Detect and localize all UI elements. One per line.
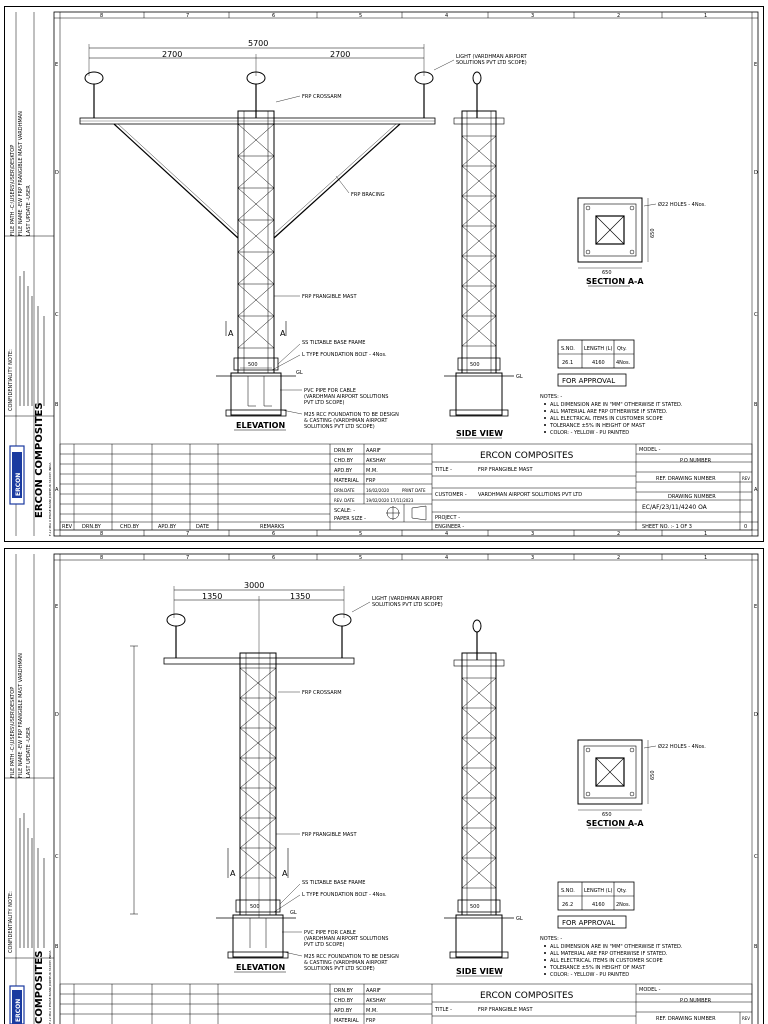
elevation-title: ELEVATION (236, 421, 286, 430)
confidentiality-note: CONFIDENTIALITY NOTE: (8, 891, 14, 953)
zone-label: 5 (359, 555, 363, 561)
rev-col-header: DRN.BY (82, 524, 101, 530)
foundation-label-2: & CASTING (VARDHMAN AIRPORT (304, 418, 388, 424)
zone-label: 2 (617, 531, 621, 537)
section-aa (578, 740, 656, 828)
light-label-2: SOLUTIONS PVT LTD SCOPE) (372, 602, 443, 608)
company-address: F-12 MIA II PHASE BASNI JODHPUR 342005 INDIA (48, 462, 52, 536)
zone-label: C (754, 854, 758, 860)
quantity-table (558, 882, 634, 928)
zone-label: A (754, 487, 758, 493)
sidebar (4, 12, 54, 536)
qty-header-qty: Qty. (617, 888, 627, 894)
zone-label: E (754, 62, 758, 68)
quantity-table (558, 340, 634, 386)
po-label: P.O NUMBER (680, 458, 712, 464)
sheet-number: SHEET NO. :- 1 OF 3 (642, 524, 692, 530)
apd-by: M.M. (366, 468, 378, 474)
company-name: ERCON COMPOSITES (480, 451, 574, 461)
qty-cell-length: 4160 (592, 360, 605, 366)
zone-label: D (55, 170, 59, 176)
paper-size-label: PAPER SIZE - (334, 516, 366, 522)
foundation-label-3: SOLUTIONS PVT LTD SCOPE) (304, 966, 375, 972)
zone-label: 4 (445, 555, 449, 561)
section-marker: A (228, 329, 234, 338)
qty-cell-sno: 26.1 (562, 360, 574, 366)
apd-by: M.M. (366, 1008, 378, 1014)
zone-label: B (754, 402, 758, 408)
base-dim: 500 (248, 362, 258, 368)
elevation-title: ELEVATION (236, 963, 286, 972)
foundation-label-2: & CASTING (VARDHMAN AIRPORT (304, 960, 388, 966)
side-view-title: SIDE VIEW (456, 967, 504, 976)
chd-by: AKSHAY (366, 458, 386, 464)
section-dim-vertical: 650 (650, 770, 656, 780)
light-label: LIGHT (VARDHMAN AIRPORT (372, 596, 443, 602)
scale-label: SCALE: - (334, 508, 356, 514)
drawing-title: FRP FRANGIBLE MAST (478, 467, 533, 473)
dim-right: 2700 (330, 50, 351, 59)
file-path: FILE PATH -C:\USERS\USER\DESKTOP (10, 686, 16, 778)
ref-drawing-label: REF. DRAWING NUMBER (656, 1016, 716, 1022)
company-name-vertical: COMPOSITES (34, 950, 45, 1024)
notes (540, 394, 683, 436)
dim-overall: 3000 (244, 581, 265, 590)
gl-label: GL (296, 370, 303, 376)
section-aa-title: SECTION A-A (586, 277, 644, 286)
section-marker: A (282, 869, 288, 878)
zone-label: B (754, 944, 758, 950)
file-name: FILE NAME -EW FRP FRANGIBLE MAST VARDHMAN (18, 111, 24, 236)
chd-by-label: CHD.BY (334, 458, 353, 464)
light-label: LIGHT (VARDHMAN AIRPORT (456, 54, 527, 60)
zone-label: B (55, 402, 59, 408)
elevation-view (80, 44, 454, 430)
zone-label: 3 (531, 531, 535, 537)
zone-label: 6 (272, 13, 276, 19)
company-name-vertical: ERCON COMPOSITES (34, 402, 45, 518)
logo-text: ERCON (15, 998, 22, 1022)
holes-label: Ø22 HOLES - 4Nos. (658, 202, 706, 208)
rev-date-label: REV. DATE (334, 498, 355, 503)
material: FRP (366, 478, 376, 484)
chd-by: AKSHAY (366, 998, 386, 1004)
zone-label: 8 (100, 13, 104, 19)
drn-by: AARIF (366, 988, 381, 994)
drawing-number: EC/AF/23/11/4240 OA (642, 504, 707, 511)
zone-label: 7 (186, 555, 190, 561)
rev-col-header: DATE (196, 524, 210, 530)
foundation-label: M25 RCC FOUNDATION TO BE DESIGN (304, 954, 399, 960)
rev-col-header: REV (62, 524, 73, 530)
rev-label: REV (742, 476, 751, 481)
drn-by-label: DRN.BY (334, 988, 353, 994)
po-label: P.O NUMBER (680, 998, 712, 1004)
base-frame-label: SS TILTABLE BASE FRAME (302, 340, 366, 346)
side-base-dim: 500 (470, 362, 480, 368)
note-item: ALL ELECTRICAL ITEMS IN CUSTOMER SCOPE (550, 416, 663, 422)
section-aa (578, 198, 656, 286)
side-gl-label: GL (516, 374, 523, 380)
zone-label: 4 (445, 13, 449, 19)
notes (540, 936, 683, 978)
drawing-title: FRP FRANGIBLE MAST (478, 1007, 533, 1013)
confidentiality-note: CONFIDENTIALITY NOTE: (8, 349, 14, 411)
zone-label: 7 (186, 531, 190, 537)
zone-label: 3 (531, 555, 535, 561)
light-label-2: SOLUTIONS PVT LTD SCOPE) (456, 60, 527, 66)
notes-title: NOTES: - (540, 394, 563, 400)
bracing-label: FRP BRACING (351, 192, 385, 198)
title-label: TITLE - (435, 1007, 452, 1013)
title-block (60, 444, 758, 530)
section-marker: A (280, 329, 286, 338)
sheet-rev: 0 (744, 524, 748, 530)
section-dim-vertical: 650 (650, 228, 656, 238)
elevation-annotations (162, 39, 528, 430)
zone-label: 2 (617, 13, 621, 19)
pipe-label: PVC PIPE FOR CABLE (304, 388, 356, 394)
zone-label: E (754, 604, 758, 610)
logo-text: ERCON (15, 472, 22, 496)
last-update: LAST UPDATE -USER (26, 185, 32, 236)
zone-label: C (754, 312, 758, 318)
bolt-label: L TYPE FOUNDATION BOLT - 4Nos. (302, 352, 387, 358)
zone-label: 3 (531, 13, 535, 19)
model-label: MODEL - (639, 447, 661, 453)
qty-header-length: LENGTH (L) (584, 888, 613, 894)
customer-label: CUSTOMER - (435, 492, 467, 498)
approval-stamp: FOR APPROVAL (562, 919, 616, 927)
approval-stamp: FOR APPROVAL (562, 377, 616, 385)
ref-drawing-label: REF. DRAWING NUMBER (656, 476, 716, 482)
zone-label: 1 (704, 531, 708, 537)
side-view (444, 620, 514, 976)
zone-label: 4 (445, 531, 449, 537)
title-block (60, 984, 752, 1024)
note-item: ALL DIMENSION ARE IN "MM" OTHERWISE IT STATED. (550, 944, 683, 950)
drawing-sheet-2 (4, 548, 764, 1024)
qty-header-sno: S.NO. (561, 888, 575, 894)
last-update: LAST UPDATE -USER (26, 727, 32, 778)
drn-by-label: DRN.BY (334, 448, 353, 454)
dim-left: 2700 (162, 50, 183, 59)
dim-left: 1350 (202, 592, 223, 601)
qty-cell-sno: 26.2 (562, 902, 574, 908)
apd-by-label: APD.BY (334, 468, 353, 474)
title-label: TITLE - (435, 467, 452, 473)
mast-label: FRP FRANGIBLE MAST (302, 832, 357, 838)
side-view-title: SIDE VIEW (456, 429, 504, 438)
pipe-label-3: PVT LTD SCOPE) (304, 400, 345, 406)
note-item: ALL MATERIAL ARE FRP OTHERWISE IF STATED. (550, 409, 668, 415)
zone-label: 5 (359, 531, 363, 537)
file-name: FILE NAME -EW FRP FRANGIBLE MAST VARDHMAN (18, 653, 24, 778)
model-label: MODEL - (639, 987, 661, 993)
sidebar (4, 554, 54, 1024)
zone-label: B (55, 944, 59, 950)
drawing-canvas-2 (4, 548, 764, 1024)
zone-label: E (55, 604, 59, 610)
company-name: ERCON COMPOSITES (480, 991, 574, 1001)
foundation-label: M25 RCC FOUNDATION TO BE DESIGN (304, 412, 399, 418)
note-item: TOLERANCE ±5% IN HEIGHT OF MAST (550, 423, 646, 429)
zone-label: D (754, 170, 758, 176)
section-dim: 650 (602, 812, 612, 818)
side-base-dim: 500 (470, 904, 480, 910)
material-label: MATERIAL (334, 478, 359, 484)
foundation-label-3: SOLUTIONS PVT LTD SCOPE) (304, 424, 375, 430)
chd-by-label: CHD.BY (334, 998, 353, 1004)
drawing-sheet-1 (4, 6, 764, 542)
pipe-label-2: (VARDHMAN AIRPORT SOLUTIONS (304, 936, 389, 942)
rev-date: 19/02/2020 17/11/2023 (366, 498, 414, 503)
zone-label: 1 (704, 13, 708, 19)
apd-by-label: APD.BY (334, 1008, 353, 1014)
zone-label: C (55, 312, 59, 318)
rev-col-header: REMARKS (260, 524, 285, 530)
zone-label: 7 (186, 13, 190, 19)
note-item: ALL DIMENSION ARE IN "MM" OTHERWISE IT STATED. (550, 402, 683, 408)
zone-label: 2 (617, 555, 621, 561)
qty-header-sno: S.NO. (561, 346, 575, 352)
note-item: COLOR: - YELLOW - PU PAINTED (550, 430, 630, 436)
zone-label: 6 (272, 531, 276, 537)
dim-overall: 5700 (248, 39, 269, 48)
zone-label: C (55, 854, 59, 860)
material-label: MATERIAL (334, 1018, 359, 1024)
drn-date: 16/02/2020 (366, 488, 390, 493)
qty-header-qty: Qty. (617, 346, 627, 352)
zone-label: 8 (100, 531, 104, 537)
base-dim: 500 (250, 904, 260, 910)
dim-right: 1350 (290, 592, 311, 601)
note-item: ALL ELECTRICAL ITEMS IN CUSTOMER SCOPE (550, 958, 663, 964)
zone-label: 1 (704, 555, 708, 561)
crossarm-label: FRP CROSSARM (302, 690, 342, 696)
material: FRP (366, 1018, 376, 1024)
section-aa-title: SECTION A-A (586, 819, 644, 828)
holes-label: Ø22 HOLES - 4Nos. (658, 744, 706, 750)
base-frame-label: SS TILTABLE BASE FRAME (302, 880, 366, 886)
zone-label: 8 (100, 555, 104, 561)
qty-cell-qty: 2Nos. (616, 902, 631, 908)
side-gl-label: GL (516, 916, 523, 922)
rev-label: REV (742, 1016, 751, 1021)
mast-label: FRP FRANGIBLE MAST (302, 294, 357, 300)
note-item: ALL MATERIAL ARE FRP OTHERWISE IF STATED. (550, 951, 668, 957)
section-dim: 650 (602, 270, 612, 276)
project-label: PROJECT - (435, 515, 460, 521)
zone-label: D (754, 712, 758, 718)
drawing-number-label: DRAWING NUMBER (668, 494, 716, 500)
note-item: COLOR: - YELLOW - PU PAINTED (550, 972, 630, 978)
section-marker: A (230, 869, 236, 878)
zone-label: 6 (272, 555, 276, 561)
zone-label: A (55, 487, 59, 493)
crossarm-label: FRP CROSSARM (302, 94, 342, 100)
print-date-label: PRINT DATE (402, 488, 426, 493)
bolt-label: L TYPE FOUNDATION BOLT - 4Nos. (302, 892, 387, 898)
elevation-view (130, 586, 370, 972)
company-address: F-12 MIA II PHASE BASNI JODHPUR 342005 INDIA (48, 950, 52, 1024)
drawing-canvas-1 (4, 6, 764, 542)
notes-title: NOTES: - (540, 936, 563, 942)
zone-label: E (55, 62, 59, 68)
pipe-label: PVC PIPE FOR CABLE (304, 930, 356, 936)
gl-label: GL (290, 910, 297, 916)
drn-date-label: DRN.DATE (334, 488, 355, 493)
customer: VARDHMAN AIRPORT SOLUTIONS PVT LTD (478, 492, 583, 498)
engineer-label: ENGINEER - (435, 524, 465, 530)
file-path: FILE PATH -C:\USERS\USER\DESKTOP (10, 144, 16, 236)
elevation-annotations (202, 581, 444, 972)
drn-by: AARIF (366, 448, 381, 454)
rev-col-header: APD.BY (158, 524, 177, 530)
qty-header-length: LENGTH (L) (584, 346, 613, 352)
side-view (444, 72, 514, 438)
pipe-label-3: PVT LTD SCOPE) (304, 942, 345, 948)
pipe-label-2: (VARDHMAN AIRPORT SOLUTIONS (304, 394, 389, 400)
zone-label: 5 (359, 13, 363, 19)
note-item: TOLERANCE ±5% IN HEIGHT OF MAST (550, 965, 646, 971)
qty-cell-length: 4160 (592, 902, 605, 908)
zone-label: D (55, 712, 59, 718)
qty-cell-qty: 4Nos. (616, 360, 631, 366)
rev-col-header: CHD.BY (120, 524, 139, 530)
